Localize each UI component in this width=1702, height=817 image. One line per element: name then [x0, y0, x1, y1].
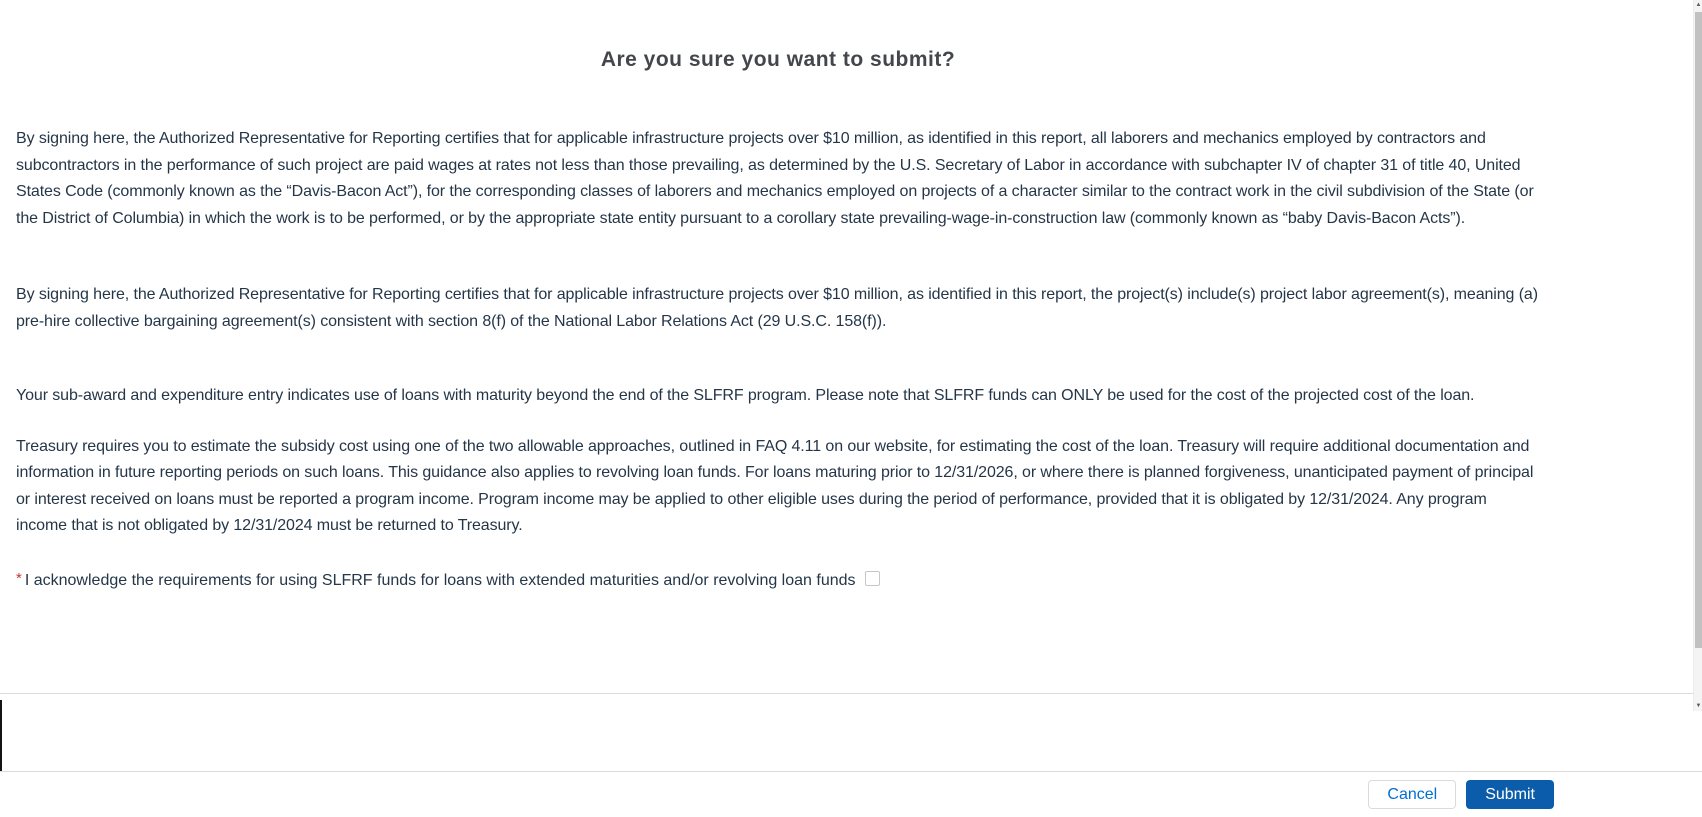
required-asterisk: *: [16, 569, 22, 587]
scrollbar-down-icon[interactable]: ▼: [1695, 703, 1702, 709]
notice-paragraph-loan-maturity: Your sub-award and expenditure entry indicates use of loans with maturity beyond the end of the SLFRF program. Please note that SLFRF funds can ONLY be used for the cost of the projected cost of the loan.: [16, 387, 1475, 404]
dialog-content: [16, 0, 1540, 594]
acknowledgment-label: I acknowledge the requirements for using SLFRF funds for loans with extended maturities and/or revolving loan funds: [24, 571, 856, 589]
submit-button[interactable]: Submit: [1466, 780, 1554, 809]
scrollbar-thumb[interactable]: [1695, 12, 1702, 648]
acknowledgment-row: [16, 566, 1540, 595]
content-divider: [0, 693, 1693, 694]
certification-paragraph-labor-agreement: By signing here, the Authorized Representative for Reporting certifies that for applicable infrastructure projects over $10 million, as identified in this report, the project(s) include(s) project labor agreement(s), meaning (a) pre-hire collective bargaining agreement(s) consistent with section 8(f) of the National Labor Relations Act (29 U.S.C. 158(f)).: [16, 286, 1538, 330]
dialog-footer: [0, 771, 1702, 817]
scrollbar-up-icon[interactable]: ▲: [1695, 2, 1702, 8]
cancel-button[interactable]: Cancel: [1368, 780, 1456, 809]
dialog-title: Are you sure you want to submit?: [600, 48, 956, 71]
notice-paragraph-subsidy-cost: Treasury requires you to estimate the subsidy cost using one of the two allowable approaches, outlined in FAQ 4.11 on our website, for estimating the cost of the loan. Treasury will require additional documentation and information in future reporting periods on such loans. This guidance also applies to revolving loan funds. For loans maturing prior to 12/31/2026, or where there is planned forgiveness, unanticipated payment of principal or interest received on loans must be reported a program income. Program income may be applied to other eligible uses during the period of performance, provided that it is obligated by 12/31/2024. Any program income that is not obligated by 12/31/2024 must be returned to Treasury.: [16, 437, 1534, 534]
certification-paragraph-davis-bacon: By signing here, the Authorized Representative for Reporting certifies that for applicable infrastructure projects over $10 million, as identified in this report, all laborers and mechanics employed by contractors and subcontractors in the performance of such project are paid wages at rates not less than those prevailing, as determined by the U.S. Secretary of Labor in accordance with subchapter IV of chapter 31 of title 40, United States Code (commonly known as the “Davis-Bacon Act”), for the corresponding classes of laborers and mechanics employed on projects of a character similar to the contract work in the civil subdivision of the State (or the District of Columbia) in which the work is to be performed, or by the appropriate state entity pursuant to a corollary state prevailing-wage-in-construction law (commonly known as “baby Davis-Bacon Acts”).: [16, 130, 1534, 227]
vertical-scrollbar[interactable]: [1693, 0, 1702, 711]
acknowledgment-checkbox[interactable]: [865, 571, 880, 586]
